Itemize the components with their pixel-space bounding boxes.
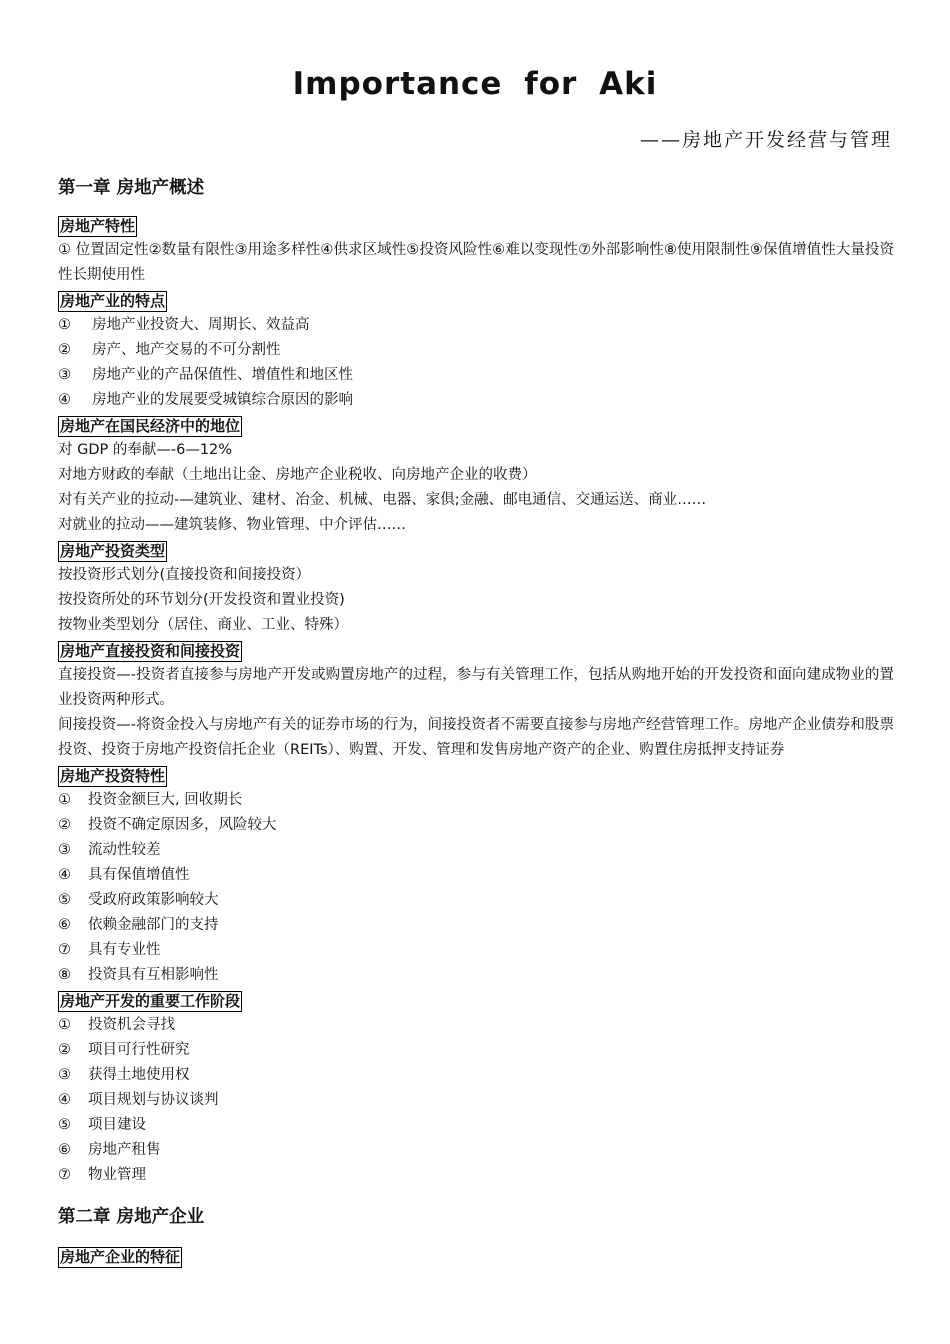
list-item: ④ 项目规划与协议谈判 bbox=[58, 1092, 219, 1108]
features-text: ① 位置固定性②数量有限性③用途多样性④供求区域性⑤投资风险性⑥难以变现性⑦外部影响性⑧使用限制性⑨保值增值性大量投资性长期使用性 bbox=[58, 242, 894, 283]
list-item: ③ 流动性较差 bbox=[58, 842, 161, 858]
chapter-1-title: 第一章 房地产概述 bbox=[58, 178, 205, 198]
list-item: ⑥ 房地产租售 bbox=[58, 1142, 161, 1158]
list-item: ⑥ 依赖金融部门的支持 bbox=[58, 917, 219, 933]
text-line: 按物业类型划分（居住、商业、工业、特殊） bbox=[58, 617, 348, 633]
list-item: ⑧ 投资具有互相影响性 bbox=[58, 967, 219, 983]
section-heading-stages: 房地产开发的重要工作阶段 bbox=[60, 992, 241, 1010]
list-item: ① 房地产业投资大、周期长、效益高 bbox=[58, 317, 310, 333]
document-title: Importance for Aki bbox=[292, 66, 658, 102]
paragraph: 间接投资—-将资金投入与房地产有关的证券市场的行为，间接投资者不需要直接参与房地产经营管理工作。房地产企业债券和股票投资、投资于房地产投资信托企业（REITs）、购置、开发、管理和发售房地产资产的企业、购置住房抵押支持证券 bbox=[58, 717, 894, 758]
list-item: ③ 获得土地使用权 bbox=[58, 1067, 190, 1083]
section-heading-industry: 房地产业的特点 bbox=[60, 292, 166, 310]
list-item: ② 投资不确定原因多，风险较大 bbox=[58, 817, 277, 833]
list-item: ④ 具有保值增值性 bbox=[58, 867, 190, 883]
list-item: ⑤ 项目建设 bbox=[58, 1117, 146, 1133]
paragraph: 直接投资—-投资者直接参与房地产开发或购置房地产的过程，参与有关管理工作，包括从购地开始的开发投资和面向建成物业的置业投资两种形式。 bbox=[58, 667, 894, 708]
chapter-2-title: 第二章 房地产企业 bbox=[58, 1207, 205, 1227]
section-heading-features: 房地产特性 bbox=[60, 217, 136, 235]
list-item: ⑦ 具有专业性 bbox=[58, 942, 161, 958]
list-item: ⑤ 受政府政策影响较大 bbox=[58, 892, 219, 908]
text-line: 对 GDP 的奉献—-6—12% bbox=[58, 442, 233, 458]
text-line: 按投资形式划分(直接投资和间接投资） bbox=[58, 567, 311, 583]
section-heading-invest-features: 房地产投资特性 bbox=[60, 767, 166, 785]
section-heading-invest-types: 房地产投资类型 bbox=[60, 542, 166, 560]
list-item: ① 投资金额巨大, 回收期长 bbox=[58, 792, 243, 808]
section-heading-direct-indirect: 房地产直接投资和间接投资 bbox=[60, 642, 241, 660]
list-item: ③ 房地产业的产品保值性、增值性和地区性 bbox=[58, 367, 353, 383]
list-item: ② 项目可行性研究 bbox=[58, 1042, 190, 1058]
list-item: ④ 房地产业的发展要受城镇综合原因的影响 bbox=[58, 392, 353, 408]
list-item: ② 房产、地产交易的不可分割性 bbox=[58, 342, 281, 358]
document-subtitle: ——房地产开发经营与管理 bbox=[639, 129, 892, 151]
document-body bbox=[58, 173, 894, 1269]
text-line: 对就业的拉动——建筑装修、物业管理、中介评估…… bbox=[58, 517, 406, 533]
section-heading-economy: 房地产在国民经济中的地位 bbox=[60, 417, 241, 435]
list-item: ⑦ 物业管理 bbox=[58, 1167, 146, 1183]
list-item: ① 投资机会寻找 bbox=[58, 1017, 175, 1033]
text-line: 对有关产业的拉动-—建筑业、建材、冶金、机械、电器、家俱;金融、邮电通信、交通运送、商业…… bbox=[58, 492, 707, 508]
section-heading-company: 房地产企业的特征 bbox=[60, 1248, 181, 1266]
text-line: 按投资所处的环节划分(开发投资和置业投资) bbox=[58, 592, 345, 608]
text-line: 对地方财政的奉献（土地出让金、房地产企业税收、向房地产企业的收费） bbox=[58, 467, 537, 483]
